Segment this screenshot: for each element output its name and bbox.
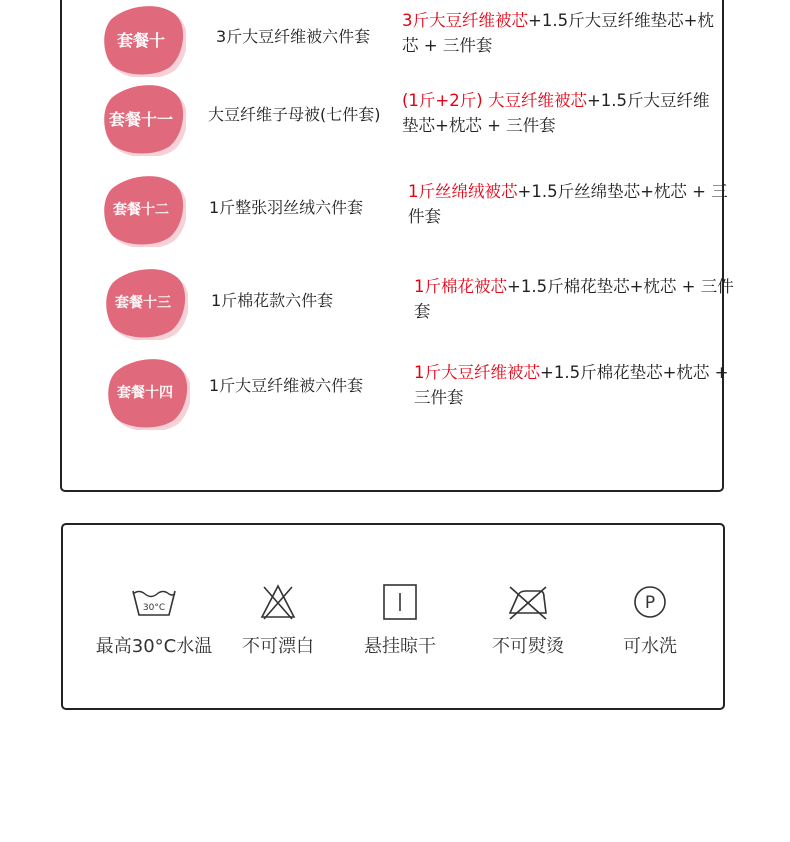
care-label: 悬挂晾干 [364,636,436,657]
care-instructions-panel [61,523,725,710]
package-row [62,356,729,436]
package-row [62,175,728,255]
rest-text: +1.5斤大豆纤维垫芯+枕芯 + 三件套 [402,91,710,135]
hang-dry-icon [382,583,418,621]
package-badge [102,268,188,340]
care-item-professional-clean [585,580,715,658]
package-row [62,2,722,82]
care-label: 可水洗 [623,636,677,657]
package-badge [100,175,186,247]
package-name: 1斤整张羽丝绒六件套 [209,198,364,217]
highlight-text: 1斤丝绵绒被芯 [408,182,518,201]
package-badge [100,5,186,77]
highlight-text: 1斤大豆纤维被芯 [414,363,540,382]
badge-label: 套餐十四 [117,385,173,401]
highlight-text: (1斤+2斤) 大豆纤维被芯 [402,91,587,110]
rest-text: +1.5斤丝绵垫芯+枕芯 + 三件套 [408,182,728,226]
svg-text:30°C: 30°C [142,603,166,613]
care-label: 最高30°C水温 [95,636,213,657]
wash-30-icon [130,585,178,619]
dry-clean-p-icon [631,583,669,621]
badge-label: 套餐十二 [113,202,169,218]
care-item-no-iron [463,580,593,658]
package-row [62,84,722,164]
package-badge [100,84,186,156]
package-description [414,360,734,410]
rest-text: +1.5斤大豆纤维垫芯+枕芯 + 三件套 [402,11,714,55]
package-name: 1斤棉花款六件套 [211,291,334,310]
care-label: 不可熨烫 [492,636,564,657]
care-item-no-bleach [213,580,343,658]
badge-label: 套餐十三 [115,295,171,311]
no-iron-icon [506,583,550,621]
rest-text: +1.5斤棉花垫芯+枕芯 + 三件套 [414,363,729,407]
package-row [62,268,734,348]
no-bleach-icon [258,583,298,621]
care-item-hang-dry [335,580,465,658]
package-name: 1斤大豆纤维被六件套 [209,376,364,395]
badge-label: 套餐十一 [108,109,173,129]
rest-text: +1.5斤棉花垫芯+枕芯 + 三件套 [414,277,734,321]
package-description [402,88,722,138]
packages-panel [60,0,734,492]
svg-text:P: P [644,593,656,613]
highlight-text: 3斤大豆纤维被芯 [402,11,528,30]
package-name: 3斤大豆纤维被六件套 [216,27,371,46]
badge-label: 套餐十 [116,30,165,50]
package-description [402,8,722,58]
package-description [414,274,734,324]
care-label: 不可漂白 [242,636,314,657]
care-item-wash [89,580,219,658]
package-description [408,179,728,229]
highlight-text: 1斤棉花被芯 [414,277,507,296]
package-badge [104,358,190,430]
package-name: 大豆纤维子母被(七件套) [208,105,381,124]
